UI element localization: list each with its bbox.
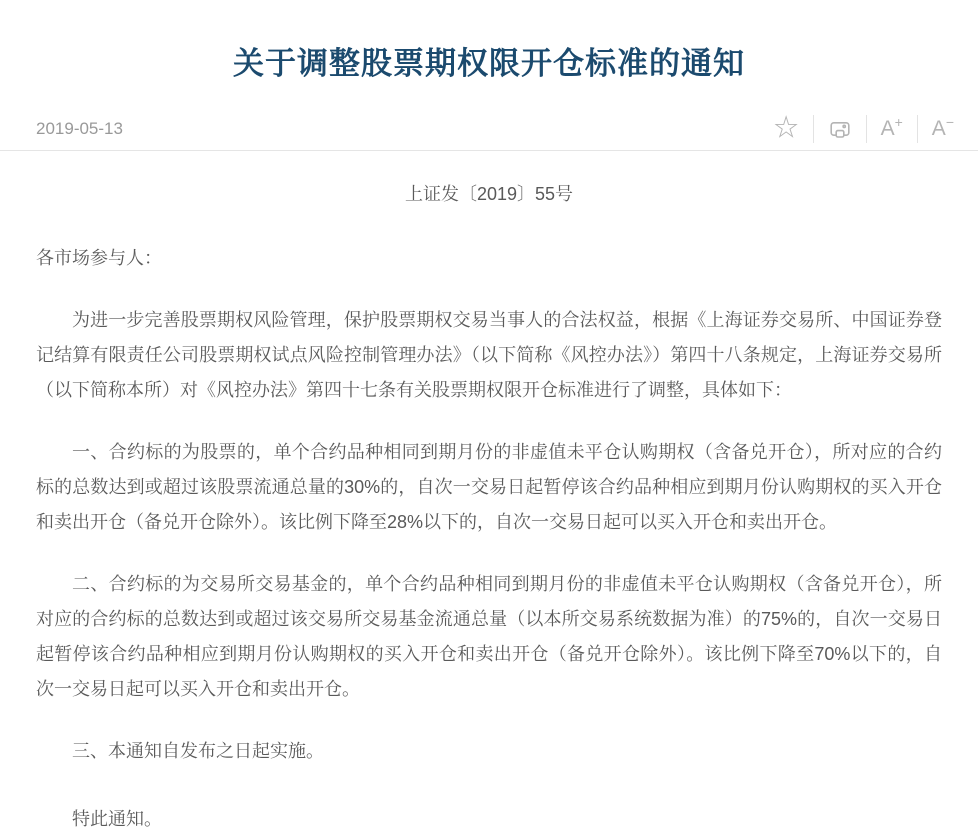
document-number: 上证发〔2019〕55号 xyxy=(404,184,574,204)
publish-date: 2019-05-13 xyxy=(36,118,123,138)
meta-row xyxy=(0,107,978,151)
font-decrease-button[interactable] xyxy=(917,115,968,143)
printer-icon xyxy=(828,117,852,141)
paragraph-item-3: 三、本通知自发布之日起实施。 xyxy=(72,741,324,761)
paragraph-item-1: 一、合约标的为股票的，单个合约品种相同到期月份的非虚值未平仓认购期权（含备兑开仓），所对应的合约标的总数达到或超过该股票流通总量的30%的，自次一交易日起暂停该合约品种相应到期月份认购期权的买入开仓和卖出开仓（备兑开仓除外）。该比例下降至28%以下的，自次一交易日起可以买入开仓和卖出开仓。 xyxy=(36,442,942,532)
minus-sign: − xyxy=(945,113,954,130)
star-outline-icon: ☆ xyxy=(773,114,799,142)
plus-sign: + xyxy=(894,113,903,130)
page-title: 关于调整股票期权限开仓标准的通知 xyxy=(233,46,745,81)
closing-line: 特此通知。 xyxy=(72,809,162,829)
font-decrease-icon: A xyxy=(931,117,946,140)
favorite-button[interactable] xyxy=(760,115,813,143)
salutation: 各市场参与人： xyxy=(36,248,162,268)
article-toolbar xyxy=(760,115,968,143)
font-increase-button[interactable] xyxy=(866,115,917,143)
article-body xyxy=(0,177,978,837)
print-button[interactable] xyxy=(813,115,866,143)
paragraph-item-2: 二、合约标的为交易所交易基金的，单个合约品种相同到期月份的非虚值未平仓认购期权（含备兑开仓），所对应的合约标的总数达到或超过该交易所交易基金流通总量（以本所交易系统数据为准）的75%的，自次一交易日起暂停该合约品种相应到期月份认购期权的买入开仓和卖出开仓（备兑开仓除外）。该比例下降至70%以下的，自次一交易日起可以买入开仓和卖出开仓。 xyxy=(36,574,942,699)
paragraph-intro: 为进一步完善股票期权风险管理，保护股票期权交易当事人的合法权益，根据《上海证券交易所、中国证券登记结算有限责任公司股票期权试点风险控制管理办法》（以下简称《风控办法》）第四十八条规定，上海证券交易所（以下简称本所）对《风控办法》第四十七条有关股票期权限开仓标准进行了调整，具体如下： xyxy=(36,310,942,400)
font-increase-icon: A xyxy=(880,117,895,140)
